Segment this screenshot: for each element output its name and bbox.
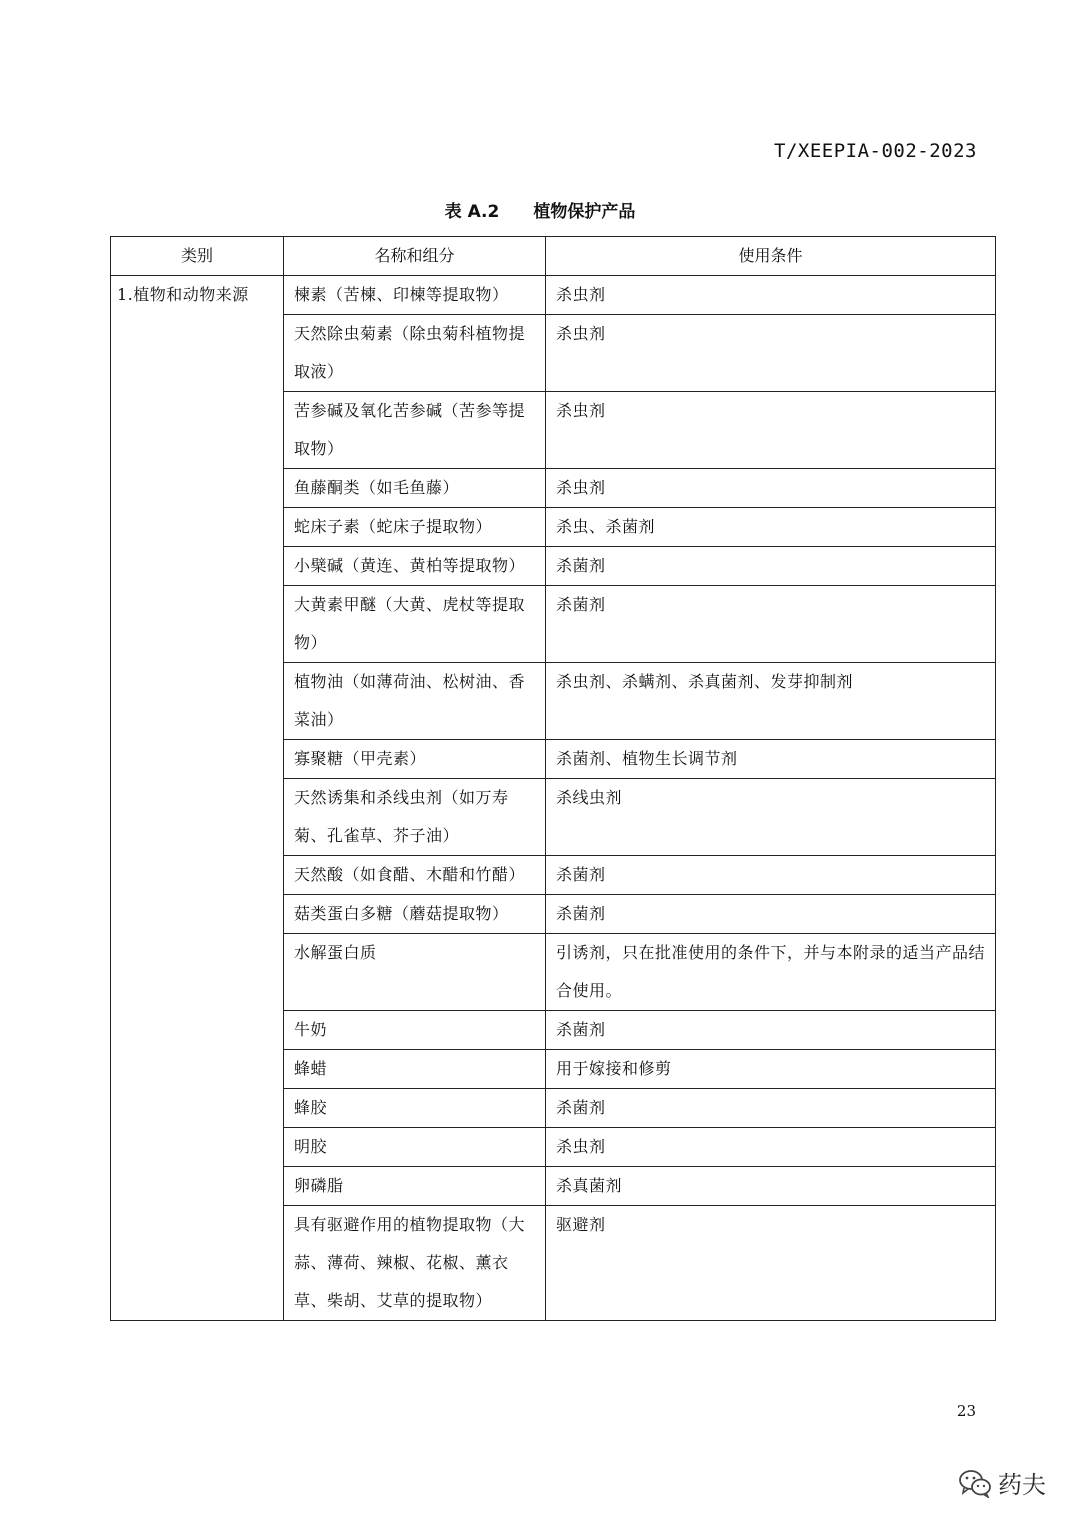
use-cell: 杀菌剂 <box>546 1089 996 1128</box>
column-header-name: 名称和组分 <box>284 237 546 276</box>
wechat-icon <box>958 1468 992 1498</box>
use-cell: 杀虫剂、杀螨剂、杀真菌剂、发芽抑制剂 <box>546 663 996 740</box>
use-cell: 杀虫剂 <box>546 392 996 469</box>
table-number: 表 A.2 <box>444 202 500 222</box>
use-cell: 杀线虫剂 <box>546 779 996 856</box>
name-cell: 卵磷脂 <box>284 1167 546 1206</box>
name-cell: 具有驱避作用的植物提取物（大蒜、薄荷、辣椒、花椒、薰衣草、柴胡、艾草的提取物） <box>284 1206 546 1321</box>
table-header-row <box>111 237 996 276</box>
use-cell: 杀菌剂 <box>546 586 996 663</box>
name-cell: 植物油（如薄荷油、松树油、香菜油） <box>284 663 546 740</box>
use-cell: 用于嫁接和修剪 <box>546 1050 996 1089</box>
use-cell: 驱避剂 <box>546 1206 996 1321</box>
table-row <box>111 276 996 315</box>
use-cell: 杀虫剂 <box>546 315 996 392</box>
column-header-category: 类别 <box>111 237 284 276</box>
use-cell: 杀菌剂、植物生长调节剂 <box>546 740 996 779</box>
name-cell: 天然除虫菊素（除虫菊科植物提取液） <box>284 315 546 392</box>
name-cell: 牛奶 <box>284 1011 546 1050</box>
name-cell: 天然酸（如食醋、木醋和竹醋） <box>284 856 546 895</box>
name-cell: 小檗碱（黄连、黄柏等提取物） <box>284 547 546 586</box>
plant-protection-table <box>110 236 996 1321</box>
name-cell: 蛇床子素（蛇床子提取物） <box>284 508 546 547</box>
name-cell: 寡聚糖（甲壳素） <box>284 740 546 779</box>
name-cell: 苦参碱及氧化苦参碱（苦参等提取物） <box>284 392 546 469</box>
name-cell: 楝素（苦楝、印楝等提取物） <box>284 276 546 315</box>
name-cell: 菇类蛋白多糖（蘑菇提取物） <box>284 895 546 934</box>
name-cell: 大黄素甲醚（大黄、虎杖等提取物） <box>284 586 546 663</box>
name-cell: 蜂胶 <box>284 1089 546 1128</box>
name-cell: 水解蛋白质 <box>284 934 546 1011</box>
use-cell: 引诱剂，只在批准使用的条件下，并与本附录的适当产品结合使用。 <box>546 934 996 1011</box>
column-header-conditions: 使用条件 <box>546 237 996 276</box>
document-code: T/XEEPIA-002-2023 <box>774 140 977 162</box>
table-title <box>0 197 1080 222</box>
use-cell: 杀虫剂 <box>546 276 996 315</box>
use-cell: 杀菌剂 <box>546 856 996 895</box>
table-title-text: 植物保护产品 <box>533 202 636 222</box>
name-cell: 鱼藤酮类（如毛鱼藤） <box>284 469 546 508</box>
name-cell: 天然诱集和杀线虫剂（如万寿菊、孔雀草、芥子油） <box>284 779 546 856</box>
watermark <box>958 1465 1046 1500</box>
page-number: 23 <box>956 1402 976 1420</box>
watermark-text: 药夫 <box>998 1471 1046 1499</box>
use-cell: 杀真菌剂 <box>546 1167 996 1206</box>
use-cell: 杀菌剂 <box>546 1011 996 1050</box>
category-cell: 1.植物和动物来源 <box>111 276 284 1321</box>
name-cell: 明胶 <box>284 1128 546 1167</box>
use-cell: 杀虫、杀菌剂 <box>546 508 996 547</box>
use-cell: 杀菌剂 <box>546 547 996 586</box>
use-cell: 杀虫剂 <box>546 469 996 508</box>
use-cell: 杀菌剂 <box>546 895 996 934</box>
use-cell: 杀虫剂 <box>546 1128 996 1167</box>
name-cell: 蜂蜡 <box>284 1050 546 1089</box>
